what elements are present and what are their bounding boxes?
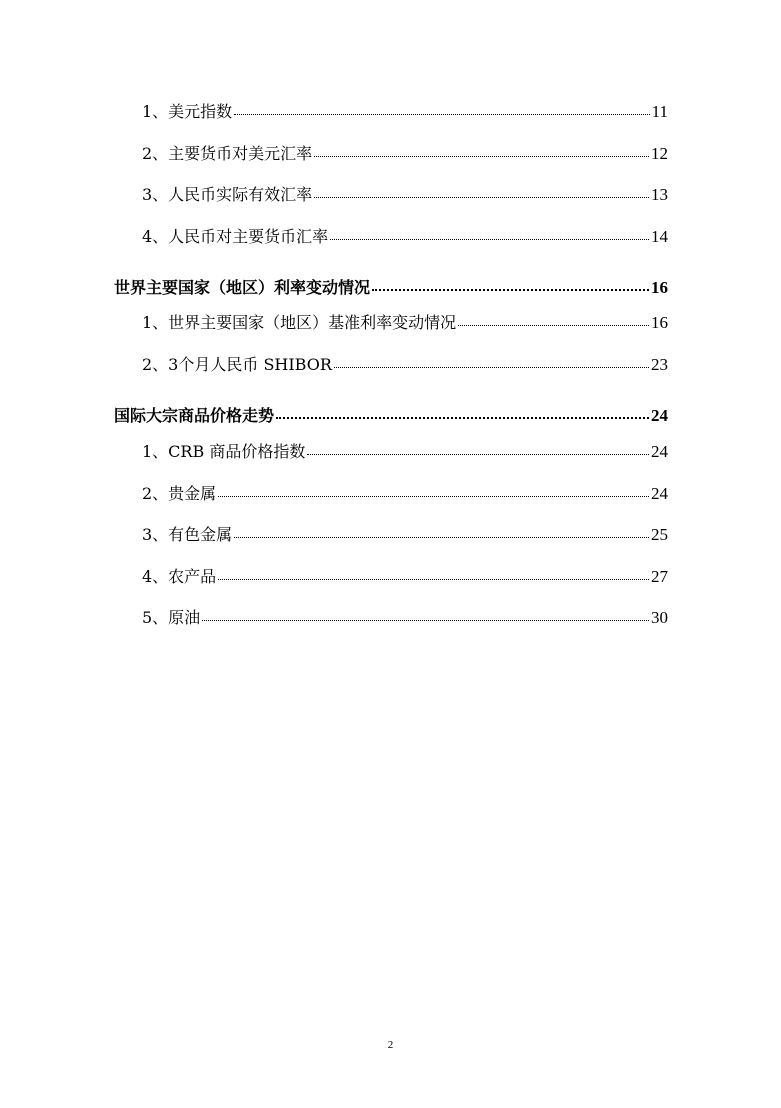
toc-entry-crude-oil[interactable] xyxy=(142,606,668,630)
toc-entry-shibor[interactable] xyxy=(142,353,668,377)
toc-dot-leader xyxy=(234,113,649,115)
toc-section-page: 24 xyxy=(651,406,668,425)
toc-dot-leader xyxy=(314,155,649,157)
toc-entry-title: 3、人民币实际有效汇率 xyxy=(142,185,313,204)
toc-dot-leader xyxy=(334,366,649,368)
toc-entry-rmb-real-effective-rate[interactable] xyxy=(142,183,668,207)
toc-entry-page: 14 xyxy=(651,227,668,246)
toc-entry-title: 4、人民币对主要货币汇率 xyxy=(142,227,329,246)
toc-entry-rmb-vs-major-currencies[interactable] xyxy=(142,225,668,249)
toc-entry-page: 24 xyxy=(651,442,668,461)
toc-dot-leader xyxy=(218,578,649,580)
toc-dot-leader xyxy=(276,416,649,419)
toc-section-page: 16 xyxy=(651,278,668,297)
toc-entry-page: 13 xyxy=(651,185,668,204)
toc-entry-benchmark-rates[interactable] xyxy=(142,311,668,335)
toc-dot-leader xyxy=(314,196,649,198)
toc-entry-major-currencies-vs-usd[interactable] xyxy=(142,142,668,166)
toc-entry-title: 1、CRB 商品价格指数 xyxy=(142,442,306,461)
toc-entry-title: 2、贵金属 xyxy=(142,484,217,503)
toc-entry-page: 16 xyxy=(651,313,668,332)
toc-entry-title: 2、主要货币对美元汇率 xyxy=(142,144,313,163)
toc-entry-page: 23 xyxy=(651,355,668,374)
toc-entry-crb-index[interactable] xyxy=(142,440,668,464)
page-number: 2 xyxy=(387,1039,394,1051)
toc-dot-leader xyxy=(202,619,649,621)
toc-entry-title: 4、农产品 xyxy=(142,567,217,586)
toc-entry-title: 3、有色金属 xyxy=(142,525,233,544)
toc-entry-page: 25 xyxy=(651,525,668,544)
toc-section-title: 世界主要国家（地区）利率变动情况 xyxy=(114,278,371,297)
toc-section-title: 国际大宗商品价格走势 xyxy=(114,406,275,425)
toc-dot-leader xyxy=(307,453,649,455)
toc-section-commodities[interactable] xyxy=(114,404,668,428)
toc-entry-dollar-index[interactable] xyxy=(142,100,668,124)
toc-entry-agricultural-products[interactable] xyxy=(142,565,668,589)
toc-entry-page: 27 xyxy=(651,567,668,586)
toc-dot-leader xyxy=(458,324,649,326)
toc-entry-nonferrous-metals[interactable] xyxy=(142,523,668,547)
toc-dot-leader xyxy=(218,495,649,497)
toc-entry-precious-metals[interactable] xyxy=(142,482,668,506)
toc-entry-title: 1、世界主要国家（地区）基准利率变动情况 xyxy=(142,313,457,332)
toc-dot-leader xyxy=(372,288,649,291)
toc-dot-leader xyxy=(330,238,649,240)
toc-entry-title: 1、美元指数 xyxy=(142,102,233,121)
toc-entry-page: 11 xyxy=(651,102,668,121)
toc-entry-page: 30 xyxy=(651,608,668,627)
toc-entry-page: 12 xyxy=(651,144,668,163)
toc-entry-page: 24 xyxy=(651,484,668,503)
toc-entry-title: 5、原油 xyxy=(142,608,201,627)
toc-dot-leader xyxy=(234,536,649,538)
toc-section-interest-rates[interactable] xyxy=(114,276,668,300)
toc-entry-title: 2、3个月人民币 SHIBOR xyxy=(142,355,332,374)
